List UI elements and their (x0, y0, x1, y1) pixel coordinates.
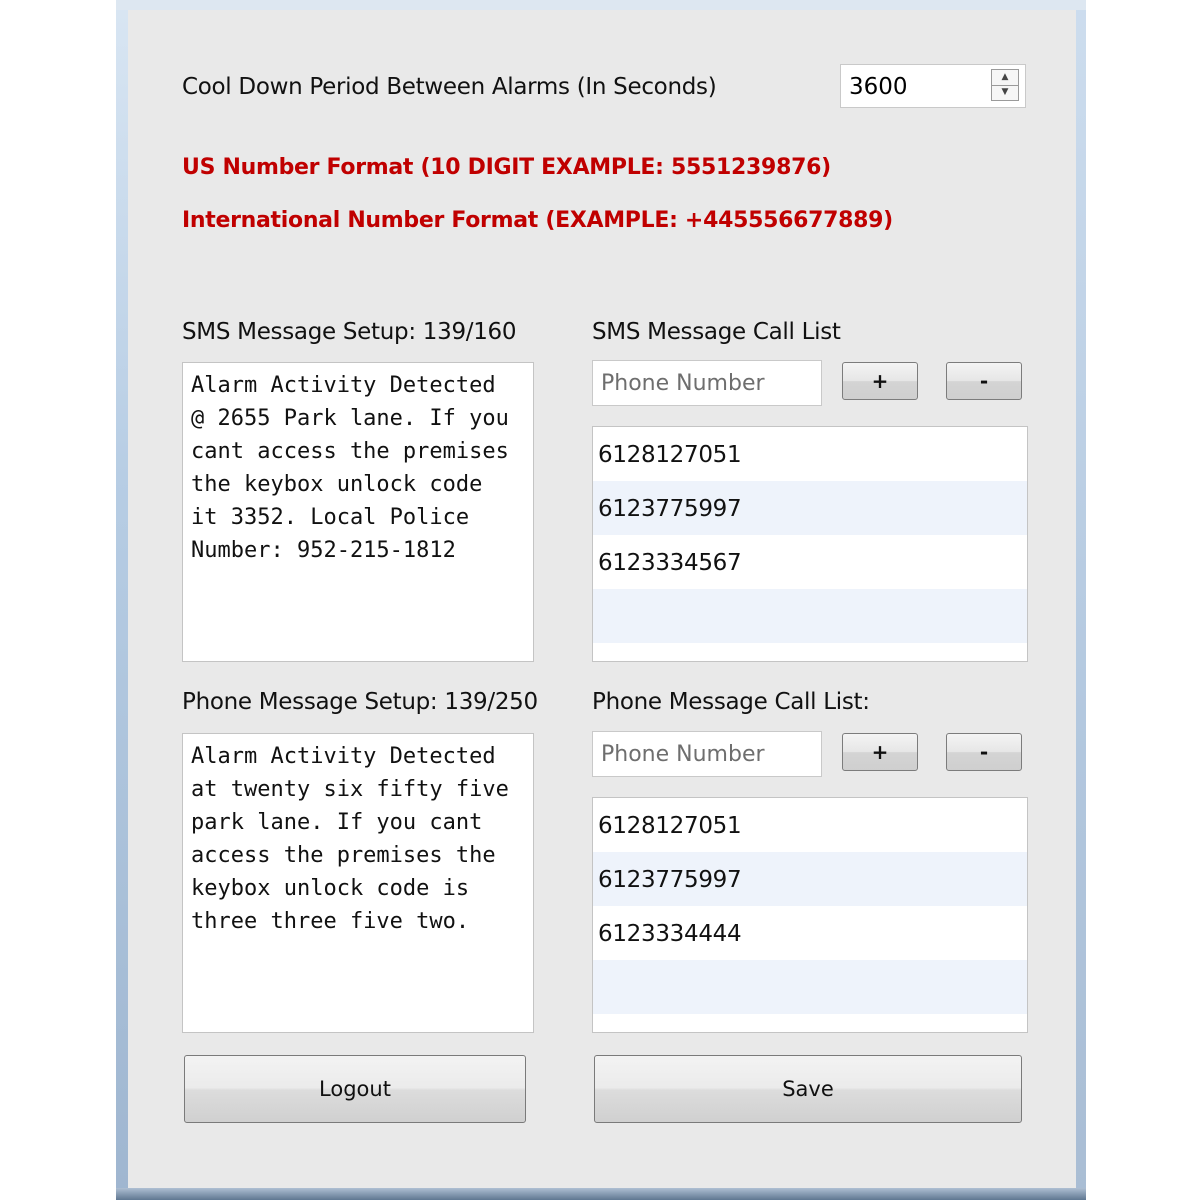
sms-phone-input[interactable] (592, 360, 822, 406)
spinner-up-icon[interactable]: ▲ (992, 70, 1018, 86)
phone-phone-input[interactable] (592, 731, 822, 777)
phone-setup-label: Phone Message Setup: 139/250 (182, 689, 538, 715)
list-item[interactable] (593, 589, 1027, 643)
spinner-down-icon[interactable]: ▼ (1001, 87, 1009, 97)
us-format-hint: US Number Format (10 DIGIT EXAMPLE: 5551239876) (182, 155, 831, 180)
list-item[interactable]: 6123334567 (598, 550, 742, 576)
sms-remove-number-button[interactable]: - (946, 362, 1022, 400)
sms-setup-label: SMS Message Setup: 139/160 (182, 319, 517, 345)
list-item[interactable]: 6123775997 (593, 852, 1027, 906)
window-bottom-edge (116, 1188, 1086, 1200)
sms-call-list-label: SMS Message Call List (592, 319, 841, 345)
phone-message-textarea[interactable] (182, 733, 534, 1033)
logout-button[interactable]: Logout (184, 1055, 526, 1123)
phone-message-text: Alarm Activity Detected at twenty six fifty five park lane. If you cant access the premises the keybox unlock code is three three five two. (191, 744, 523, 934)
international-format-hint: International Number Format (EXAMPLE: +445556677889) (182, 208, 893, 233)
phone-remove-number-button[interactable]: - (946, 733, 1022, 771)
save-button[interactable]: Save (594, 1055, 1022, 1123)
cooldown-value[interactable]: 3600 (849, 74, 908, 100)
sms-phone-placeholder: Phone Number (601, 371, 765, 396)
sms-message-text: Alarm Activity Detected @ 2655 Park lane. If you cant access the premises the keybox unlock code it 3352. Local Police Number: 952-215-1812 (191, 373, 523, 563)
list-item[interactable] (593, 960, 1027, 1014)
list-item[interactable]: 6128127051 (598, 442, 742, 468)
phone-call-list-label: Phone Message Call List: (592, 689, 870, 715)
cooldown-label: Cool Down Period Between Alarms (In Seconds) (182, 74, 717, 100)
sms-message-textarea[interactable] (182, 362, 534, 662)
spinner-arrows[interactable] (991, 69, 1019, 101)
list-item[interactable]: 6123334444 (598, 921, 742, 947)
phone-phone-placeholder: Phone Number (601, 742, 765, 767)
cooldown-spinner[interactable] (840, 64, 1026, 108)
sms-add-number-button[interactable]: + (842, 362, 918, 400)
window-top-edge (116, 0, 1086, 10)
list-item[interactable]: 6123775997 (593, 481, 1027, 535)
sms-call-listbox[interactable] (592, 426, 1028, 662)
phone-add-number-button[interactable]: + (842, 733, 918, 771)
list-item[interactable]: 6128127051 (598, 813, 742, 839)
phone-call-listbox[interactable] (592, 797, 1028, 1033)
